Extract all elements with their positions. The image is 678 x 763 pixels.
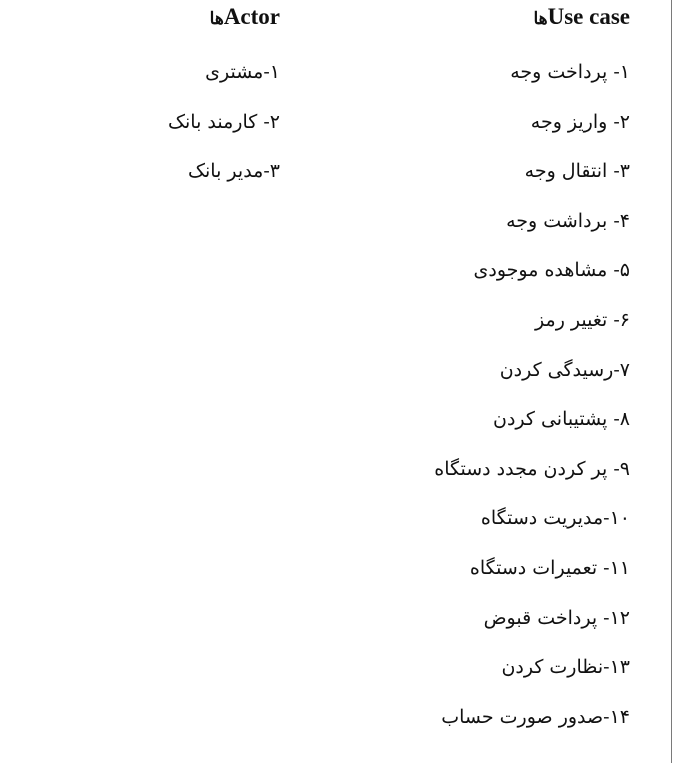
actor-item: ۳-مدیر بانک: [188, 160, 280, 183]
actor-list: [40, 48, 280, 197]
actor-header: [40, 0, 280, 40]
usecase-item: ۱۲- پرداخت قبوض: [483, 606, 630, 629]
usecase-item: ۴- برداشت وجه: [506, 209, 630, 232]
actor-header-en: Actor: [223, 4, 280, 29]
usecase-item: ۸- پشتیبانی کردن: [492, 408, 630, 431]
usecase-column: [330, 0, 630, 742]
usecase-item: ۷-رسیدگی کردن: [499, 358, 630, 381]
actor-header-fa: ها: [209, 9, 224, 29]
usecase-item: ۱۳-نظارت کردن: [501, 656, 630, 679]
actor-column: [40, 0, 280, 197]
usecase-item: ۶- تغییر رمز: [535, 308, 630, 331]
usecase-item: ۱۰-مدیریت دستگاه: [480, 507, 630, 530]
usecase-list: [330, 48, 630, 742]
usecase-item: ۱- پرداخت وجه: [510, 61, 630, 83]
usecase-item: ۵- مشاهده موجودی: [473, 259, 630, 282]
usecase-header: [330, 0, 630, 40]
page-right-border: [671, 0, 672, 763]
usecase-header-en: Use case: [547, 4, 630, 29]
usecase-item: ۳- انتقال وجه: [524, 160, 630, 183]
usecase-header-fa: ها: [533, 9, 548, 29]
actor-item: ۱-مشتری: [205, 61, 280, 83]
usecase-item: ۲- واریز وجه: [530, 110, 630, 133]
usecase-item: ۱۱- تعمیرات دستگاه: [469, 556, 630, 579]
usecase-item: ۹- پر کردن مجدد دستگاه: [434, 457, 630, 480]
actor-item: ۲- کارمند بانک: [168, 110, 280, 133]
usecase-item: ۱۴-صدور صورت حساب: [441, 705, 630, 728]
